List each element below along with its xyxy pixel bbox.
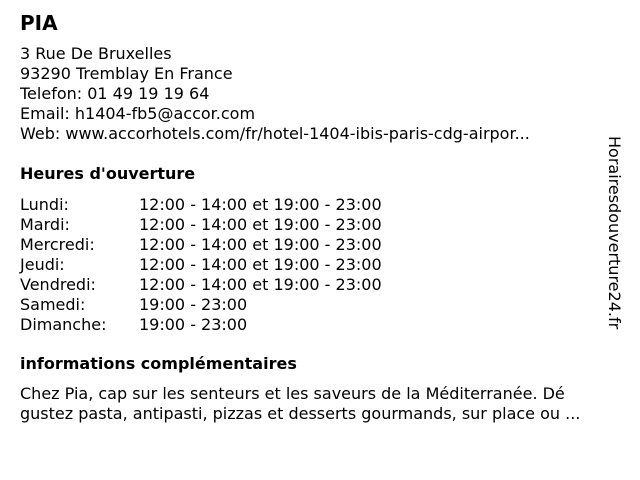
day-hours: 12:00 - 14:00 et 19:00 - 23:00: [139, 235, 382, 254]
address-street: 3 Rue De Bruxelles: [20, 44, 172, 63]
email-address[interactable]: Email: h1404-fb5@accor.com: [20, 104, 256, 123]
day-hours: 19:00 - 23:00: [139, 295, 248, 314]
website-link[interactable]: Web: www.accorhotels.com/fr/hotel-1404-ibis-paris-cdg-airpor...: [20, 124, 530, 143]
additional-info-text: [20, 384, 580, 424]
info-line: Chez Pia, cap sur les senteurs et les saveurs de la Méditerranée. Dé: [20, 384, 565, 403]
day-hours: 19:00 - 23:00: [139, 315, 248, 334]
address-city: 93290 Tremblay En France: [20, 64, 233, 83]
day-label: Lundi:: [20, 195, 69, 214]
additional-info-heading: informations complémentaires: [20, 354, 297, 373]
business-name: PIA: [20, 11, 58, 35]
contact-details: [20, 44, 530, 144]
day-hours: 12:00 - 14:00 et 19:00 - 23:00: [139, 275, 382, 294]
site-watermark: Horairesdouverture24.fr: [605, 136, 624, 330]
day-hours: 12:00 - 14:00 et 19:00 - 23:00: [139, 215, 382, 234]
opening-hours-heading: Heures d'ouverture: [20, 164, 196, 183]
phone-number[interactable]: Telefon: 01 49 19 19 64: [20, 84, 210, 103]
info-line: gustez pasta, antipasti, pizzas et desserts gourmands, sur place ou ...: [20, 404, 581, 423]
day-label: Dimanche:: [20, 315, 107, 334]
day-label: Vendredi:: [20, 275, 96, 294]
day-hours: 12:00 - 14:00 et 19:00 - 23:00: [139, 195, 382, 214]
day-label: Mercredi:: [20, 235, 95, 254]
day-hours: 12:00 - 14:00 et 19:00 - 23:00: [139, 255, 382, 274]
day-label: Jeudi:: [20, 255, 65, 274]
day-label: Mardi:: [20, 215, 70, 234]
day-label: Samedi:: [20, 295, 86, 314]
